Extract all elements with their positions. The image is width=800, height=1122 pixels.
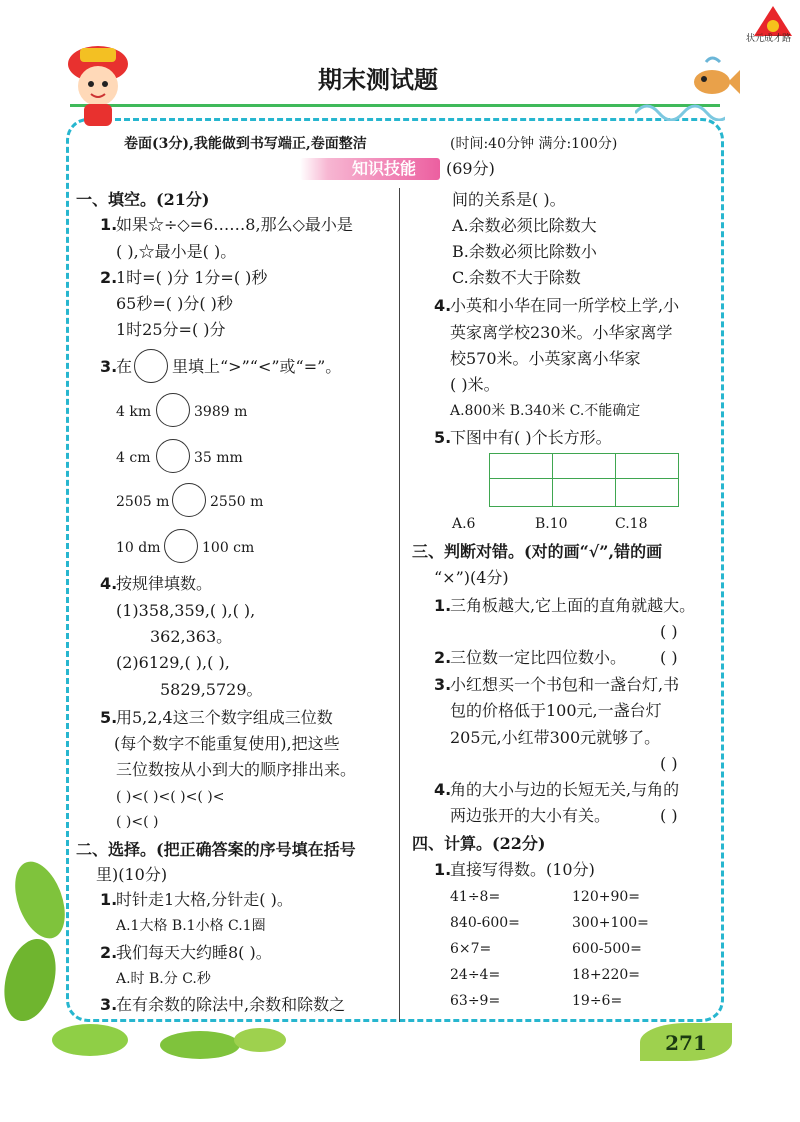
j2-number: 2. xyxy=(434,648,452,667)
section-choice-title-cont: 里)(10分) xyxy=(96,865,168,884)
q3-item-right: 3989 m xyxy=(194,404,248,420)
q3-answer-circle[interactable] xyxy=(172,483,206,517)
q2-line2: 65秒=( )分( )秒 xyxy=(116,294,233,313)
c4-line1: 小英和小华在同一所学校上学,小 xyxy=(450,296,680,315)
calc-expression: 63÷9= xyxy=(450,993,501,1009)
rectangle-grid-figure xyxy=(489,453,679,507)
q3-post: 里填上“>”“<”或“=”。 xyxy=(172,357,342,376)
j4-answer-paren[interactable]: ( ) xyxy=(660,806,678,825)
calc-expression: 600-500= xyxy=(572,941,642,957)
q3-answer-circle[interactable] xyxy=(156,439,190,473)
q3-number: 3. xyxy=(100,357,118,376)
c2-options: A.时 B.分 C.秒 xyxy=(116,971,211,987)
q1-number: 1. xyxy=(100,215,118,234)
c1-text: 时针走1大格,分针走( )。 xyxy=(116,890,293,909)
j4-line1: 角的大小与边的长短无关,与角的 xyxy=(450,780,680,799)
neatness-note: 卷面(3分),我能做到书写端正,卷面整洁 xyxy=(124,136,367,152)
k1-text: 直接写得数。(10分) xyxy=(450,860,595,879)
c4-options: A.800米 B.340米 C.不能确定 xyxy=(450,403,641,419)
k1-number: 1. xyxy=(434,860,452,879)
calc-expression: 18+220= xyxy=(572,967,640,983)
c4-line3: 校570米。小英家离小华家 xyxy=(450,349,641,368)
q4-row1b: 362,363。 xyxy=(150,627,233,646)
j2-answer-paren[interactable]: ( ) xyxy=(660,648,678,667)
c4-line4: ( )米。 xyxy=(450,375,500,394)
q3-item-right: 35 mm xyxy=(194,450,243,466)
section-calc-title: 四、计算。(22分) xyxy=(412,834,546,853)
c3-text: 在有余数的除法中,余数和除数之 xyxy=(116,995,346,1014)
section-banner-label: 知识技能 xyxy=(352,159,417,178)
q1-line2: ( ),☆最小是( )。 xyxy=(116,242,237,261)
q2-number: 2. xyxy=(100,268,118,287)
q5-line3: 三位数按从小到大的顺序排出来。 xyxy=(116,760,357,779)
page-title: 期末测试题 xyxy=(318,66,438,94)
q4-row2b: 5829,5729。 xyxy=(160,680,263,699)
section-judge-title-cont: “×”)(4分) xyxy=(434,568,509,587)
c3-number: 3. xyxy=(100,995,118,1014)
section-banner xyxy=(300,158,440,180)
c1-number: 1. xyxy=(100,890,118,909)
q5-line1: 用5,2,4这三个数字组成三位数 xyxy=(116,708,333,727)
grid-vertical-line xyxy=(552,454,553,506)
c5-number: 5. xyxy=(434,428,452,447)
grid-horizontal-line xyxy=(490,478,678,479)
q3-item-left: 4 km xyxy=(116,404,152,420)
j3-line1: 小红想买一个书包和一盏台灯,书 xyxy=(450,675,680,694)
c2-text: 我们每天大约睡8( )。 xyxy=(116,943,272,962)
j2-text: 三位数一定比四位数小。 xyxy=(450,648,627,667)
c2-number: 2. xyxy=(100,943,118,962)
column-divider xyxy=(399,188,400,1022)
q3-item-left: 10 dm xyxy=(116,540,161,556)
c5-option-c: C.18 xyxy=(615,516,648,532)
page-number-leaf xyxy=(640,1023,732,1061)
section-judge-title: 三、判断对错。(对的画“√”,错的画 xyxy=(412,542,663,561)
j1-answer-paren[interactable]: ( ) xyxy=(660,622,678,641)
c3-text-cont: 间的关系是( )。 xyxy=(452,190,566,209)
j4-number: 4. xyxy=(434,780,452,799)
calc-expression: 6×7= xyxy=(450,941,492,957)
c4-number: 4. xyxy=(434,296,452,315)
calc-expression: 24÷4= xyxy=(450,967,501,983)
q3-answer-circle[interactable] xyxy=(164,529,198,563)
calc-expression: 19÷6= xyxy=(572,993,623,1009)
mascot-boy-icon xyxy=(56,40,140,130)
page-number: 271 xyxy=(665,1031,707,1055)
c5-text: 下图中有( )个长方形。 xyxy=(450,428,612,447)
wave-decoration-icon xyxy=(635,95,725,121)
c5-option-a: A.6 xyxy=(452,516,476,532)
c3-option-b: B.余数必须比除数小 xyxy=(452,242,597,261)
q5-line5: ( )<( ) xyxy=(116,814,159,830)
c3-option-c: C.余数不大于除数 xyxy=(452,268,581,287)
j4-line2: 两边张开的大小有关。 xyxy=(450,806,611,825)
calc-expression: 840-600= xyxy=(450,915,520,931)
j1-number: 1. xyxy=(434,596,452,615)
grid-vertical-line xyxy=(615,454,616,506)
q5-line2: (每个数字不能重复使用),把这些 xyxy=(114,734,340,753)
j3-number: 3. xyxy=(434,675,452,694)
q4-row2a: (2)6129,( ),( ), xyxy=(116,653,230,672)
c5-option-b: B.10 xyxy=(535,516,568,532)
title-underline xyxy=(70,104,720,107)
calc-expression: 120+90= xyxy=(572,889,640,905)
j3-answer-paren[interactable]: ( ) xyxy=(660,754,678,773)
q4-text: 按规律填数。 xyxy=(116,574,213,593)
q3-example-circle xyxy=(134,349,168,383)
j3-line3: 205元,小红带300元就够了。 xyxy=(450,728,661,747)
q2-line3: 1时25分=( )分 xyxy=(116,320,226,339)
section-fill-title: 一、填空。(21分) xyxy=(76,190,210,209)
q2-line1: 1时=( )分 1分=( )秒 xyxy=(116,268,268,287)
q5-number: 5. xyxy=(100,708,118,727)
calc-expression: 41÷8= xyxy=(450,889,501,905)
calc-expression: 300+100= xyxy=(572,915,649,931)
time-info: (时间:40分钟 满分:100分) xyxy=(450,136,618,152)
c3-option-a: A.余数必须比除数大 xyxy=(452,216,597,235)
section-banner-score: (69分) xyxy=(446,159,495,178)
q3-item-right: 2550 m xyxy=(210,494,264,510)
q3-answer-circle[interactable] xyxy=(156,393,190,427)
c4-line2: 英家离学校230米。小华家离学 xyxy=(450,323,673,342)
q4-number: 4. xyxy=(100,574,118,593)
j3-line2: 包的价格低于100元,一盏台灯 xyxy=(450,701,662,720)
section-choice-title: 二、选择。(把正确答案的序号填在括号 xyxy=(76,840,356,859)
q1-line1: 如果☆÷◇=6……8,那么◇最小是 xyxy=(116,215,353,234)
c1-options: A.1大格 B.1小格 C.1圈 xyxy=(116,918,266,934)
publisher-mark: 状元成才路 xyxy=(746,34,792,44)
q3-item-left: 2505 m xyxy=(116,494,170,510)
q5-line4: ( )<( )<( )<( )< xyxy=(116,789,225,805)
q3-item-right: 100 cm xyxy=(202,540,255,556)
q4-row1a: (1)358,359,( ),( ), xyxy=(116,601,256,620)
q3-item-left: 4 cm xyxy=(116,450,151,466)
j1-text: 三角板越大,它上面的直角就越大。 xyxy=(450,596,696,615)
q3-pre: 在 xyxy=(116,357,133,376)
